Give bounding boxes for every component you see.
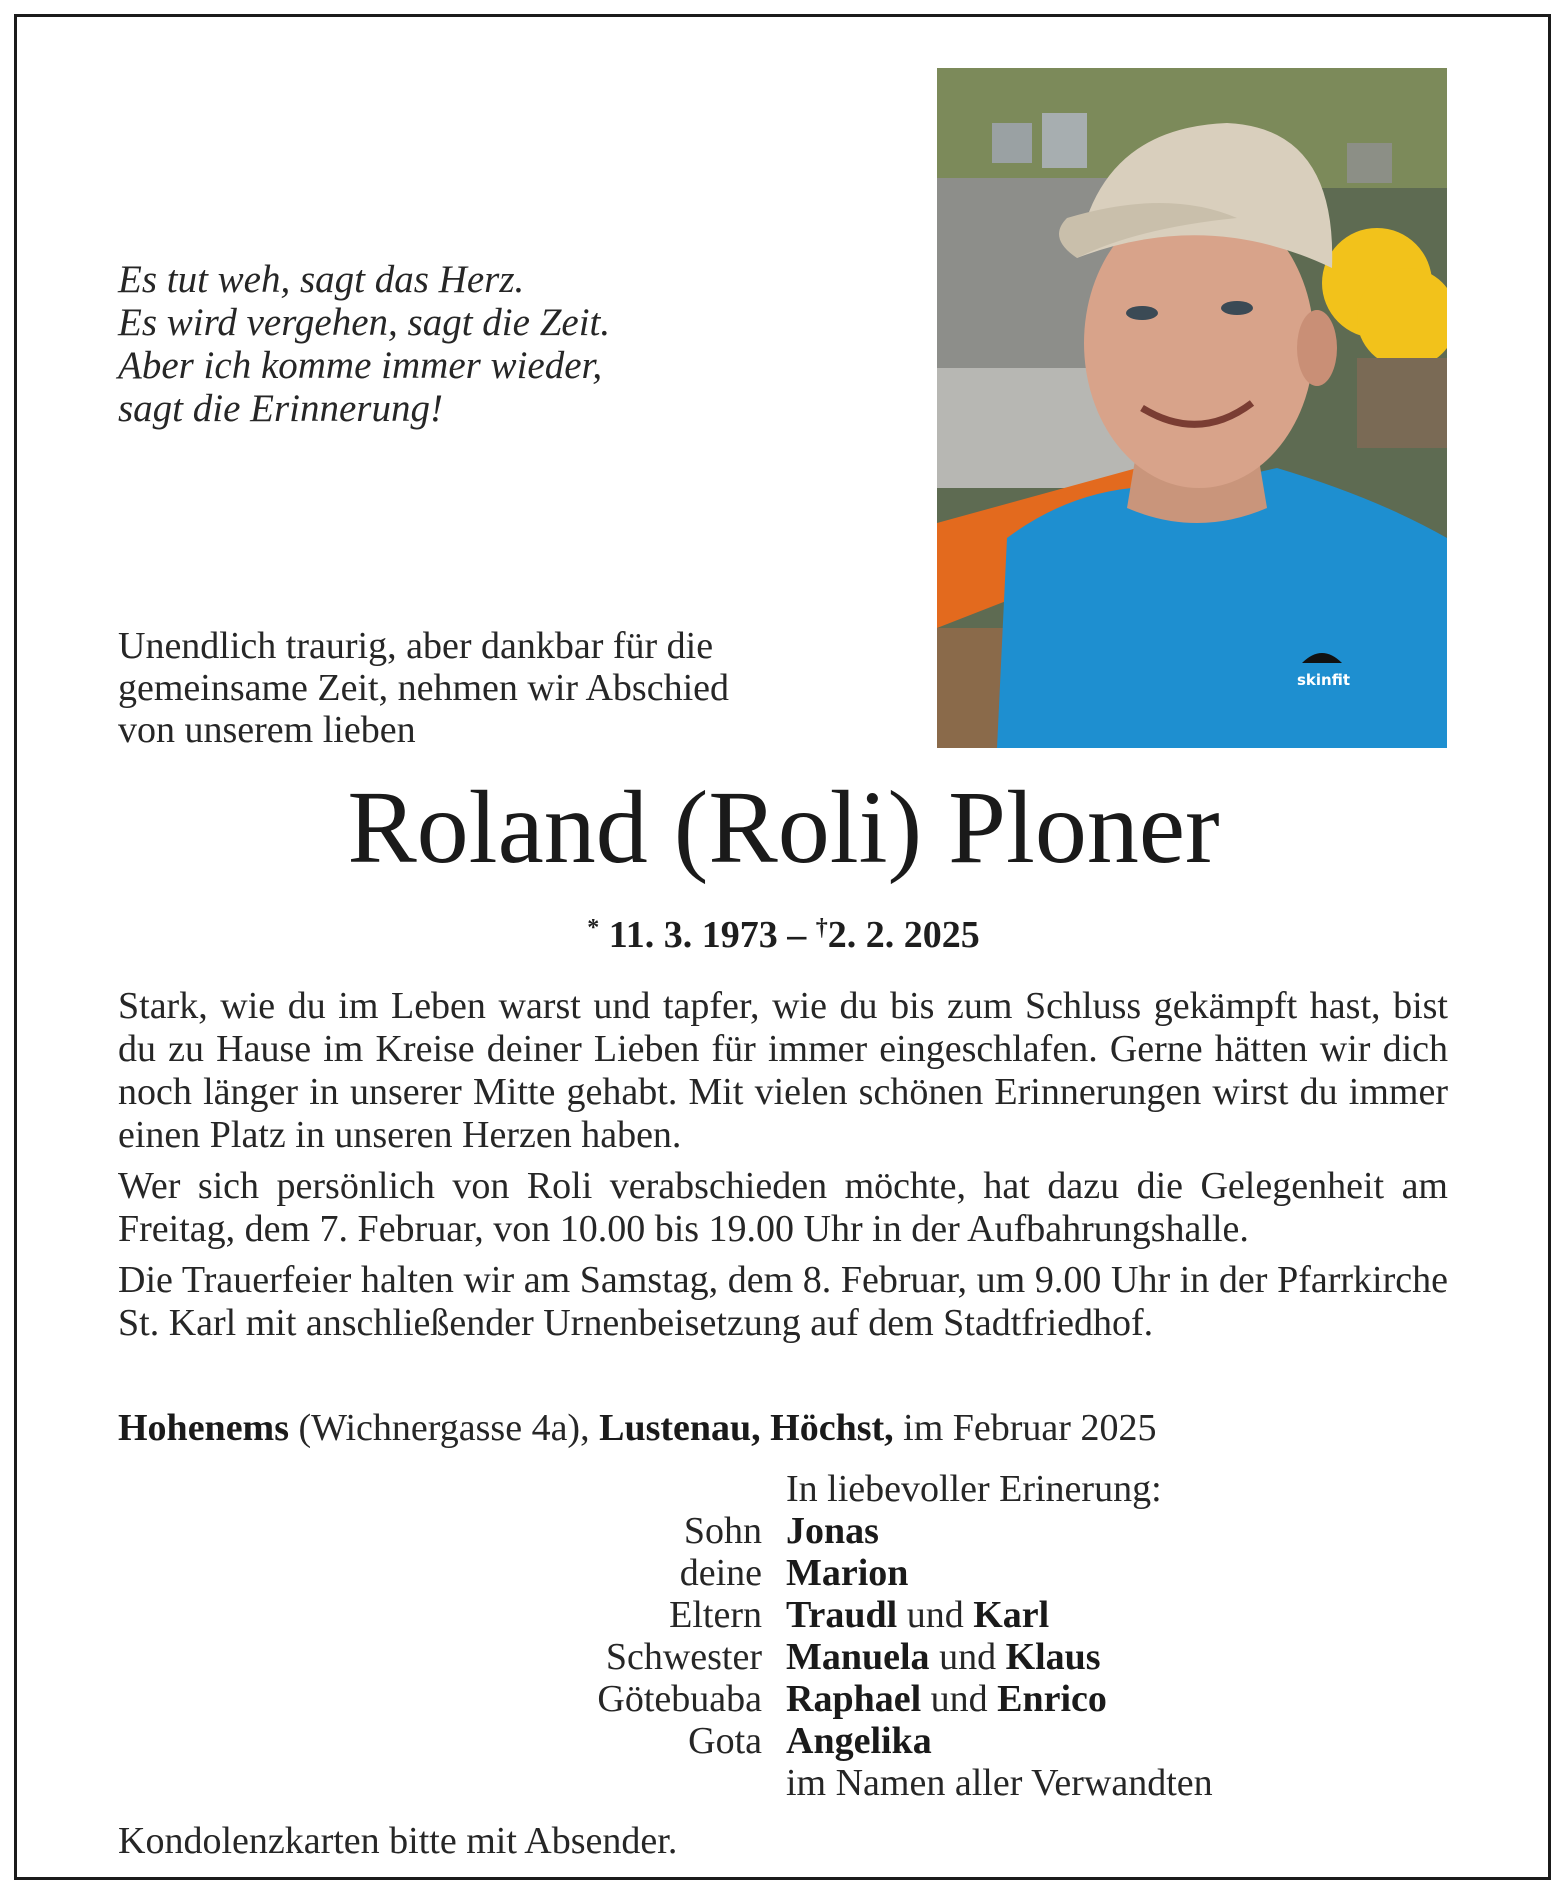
- place-and-date: [118, 1405, 1156, 1451]
- relative-names: Jonas: [786, 1510, 879, 1552]
- death-symbol: †: [815, 915, 828, 941]
- family-row: [0, 1510, 1567, 1552]
- deceased-name: Roland (Roli) Ploner: [347, 770, 1220, 885]
- relation-label: Götebuaba: [597, 1678, 762, 1720]
- town-hohenems: Hohenems: [118, 1407, 289, 1449]
- closing-note: Kondolenzkarten bitte mit Absender.: [118, 1820, 678, 1862]
- relative-names: Marion: [786, 1552, 909, 1594]
- death-date: 2. 2. 2025: [827, 914, 980, 956]
- relative-names: Raphael und Enrico: [786, 1678, 1107, 1720]
- shirt-logo: skinfit: [1297, 671, 1351, 689]
- family-footer: im Namen aller Verwandten: [786, 1762, 1213, 1804]
- life-dates: [0, 905, 1567, 958]
- portrait-illustration: [937, 68, 1447, 748]
- relation-label: deine: [679, 1552, 762, 1594]
- poem-line: Es tut weh, sagt das Herz.: [118, 258, 525, 301]
- poem-line: sagt die Erinnerung!: [118, 387, 443, 430]
- relative-names: Manuela und Klaus: [786, 1636, 1101, 1678]
- paragraph-viewing: Wer sich persönlich von Roli verabschieden möchte, hat dazu die Gelegenheit am Freitag, dem 7. Februar, von 10.00 bis 19.00 Uhr in der Aufbahrungshalle.: [118, 1165, 1448, 1250]
- relation-label: Gota: [688, 1720, 762, 1762]
- family-row: [0, 1720, 1567, 1762]
- family-row: [0, 1678, 1567, 1720]
- obituary-body: [118, 985, 1448, 1353]
- date-separator: –: [787, 914, 807, 956]
- paragraph-farewell: Stark, wie du im Leben warst und tapfer, wie du bis zum Schluss gekämpft hast, bist du zu Hause im Kreise deiner Lieben für immer eingeschlafen. Gerne hätten wir dich noch länger in unserer Mitte gehabt. Mit vielen schönen Erinnerungen wirst du immer einen Platz in unseren Herzen haben.: [118, 985, 1448, 1156]
- relation-label: Schwester: [605, 1636, 762, 1678]
- family-row: [0, 1594, 1567, 1636]
- towns-other: Lustenau, Höchst,: [599, 1407, 894, 1449]
- family-header: In liebevoller Erinerung:: [786, 1468, 1162, 1510]
- family-row: [0, 1636, 1567, 1678]
- family-row: [0, 1552, 1567, 1594]
- intro-line: Unendlich traurig, aber dankbar für die: [118, 625, 714, 667]
- intro-line: von unserem lieben: [118, 709, 416, 751]
- relation-label: Sohn: [683, 1510, 762, 1552]
- paragraph-funeral: Die Trauerfeier halten wir am Samstag, dem 8. Februar, um 9.00 Uhr in der Pfarrkirche St. Karl mit anschließender Urnenbeisetzung auf dem Stadtfriedhof.: [118, 1259, 1448, 1344]
- relative-names: Traudl und Karl: [786, 1594, 1050, 1636]
- portrait-photo: [937, 68, 1447, 748]
- birth-symbol: *: [587, 915, 600, 941]
- intro-text: [118, 625, 729, 751]
- relative-names: Angelika: [786, 1720, 932, 1762]
- relation-label: Eltern: [669, 1594, 762, 1636]
- address: (Wichnergasse 4a),: [298, 1407, 590, 1449]
- intro-line: gemeinsame Zeit, nehmen wir Abschied: [118, 667, 729, 709]
- poem-line: Es wird vergehen, sagt die Zeit.: [118, 301, 611, 344]
- month-year: im Februar 2025: [903, 1407, 1157, 1449]
- poem-line: Aber ich komme immer wieder,: [118, 344, 603, 387]
- birth-date: 11. 3. 1973: [608, 914, 778, 956]
- memorial-poem: [118, 258, 610, 430]
